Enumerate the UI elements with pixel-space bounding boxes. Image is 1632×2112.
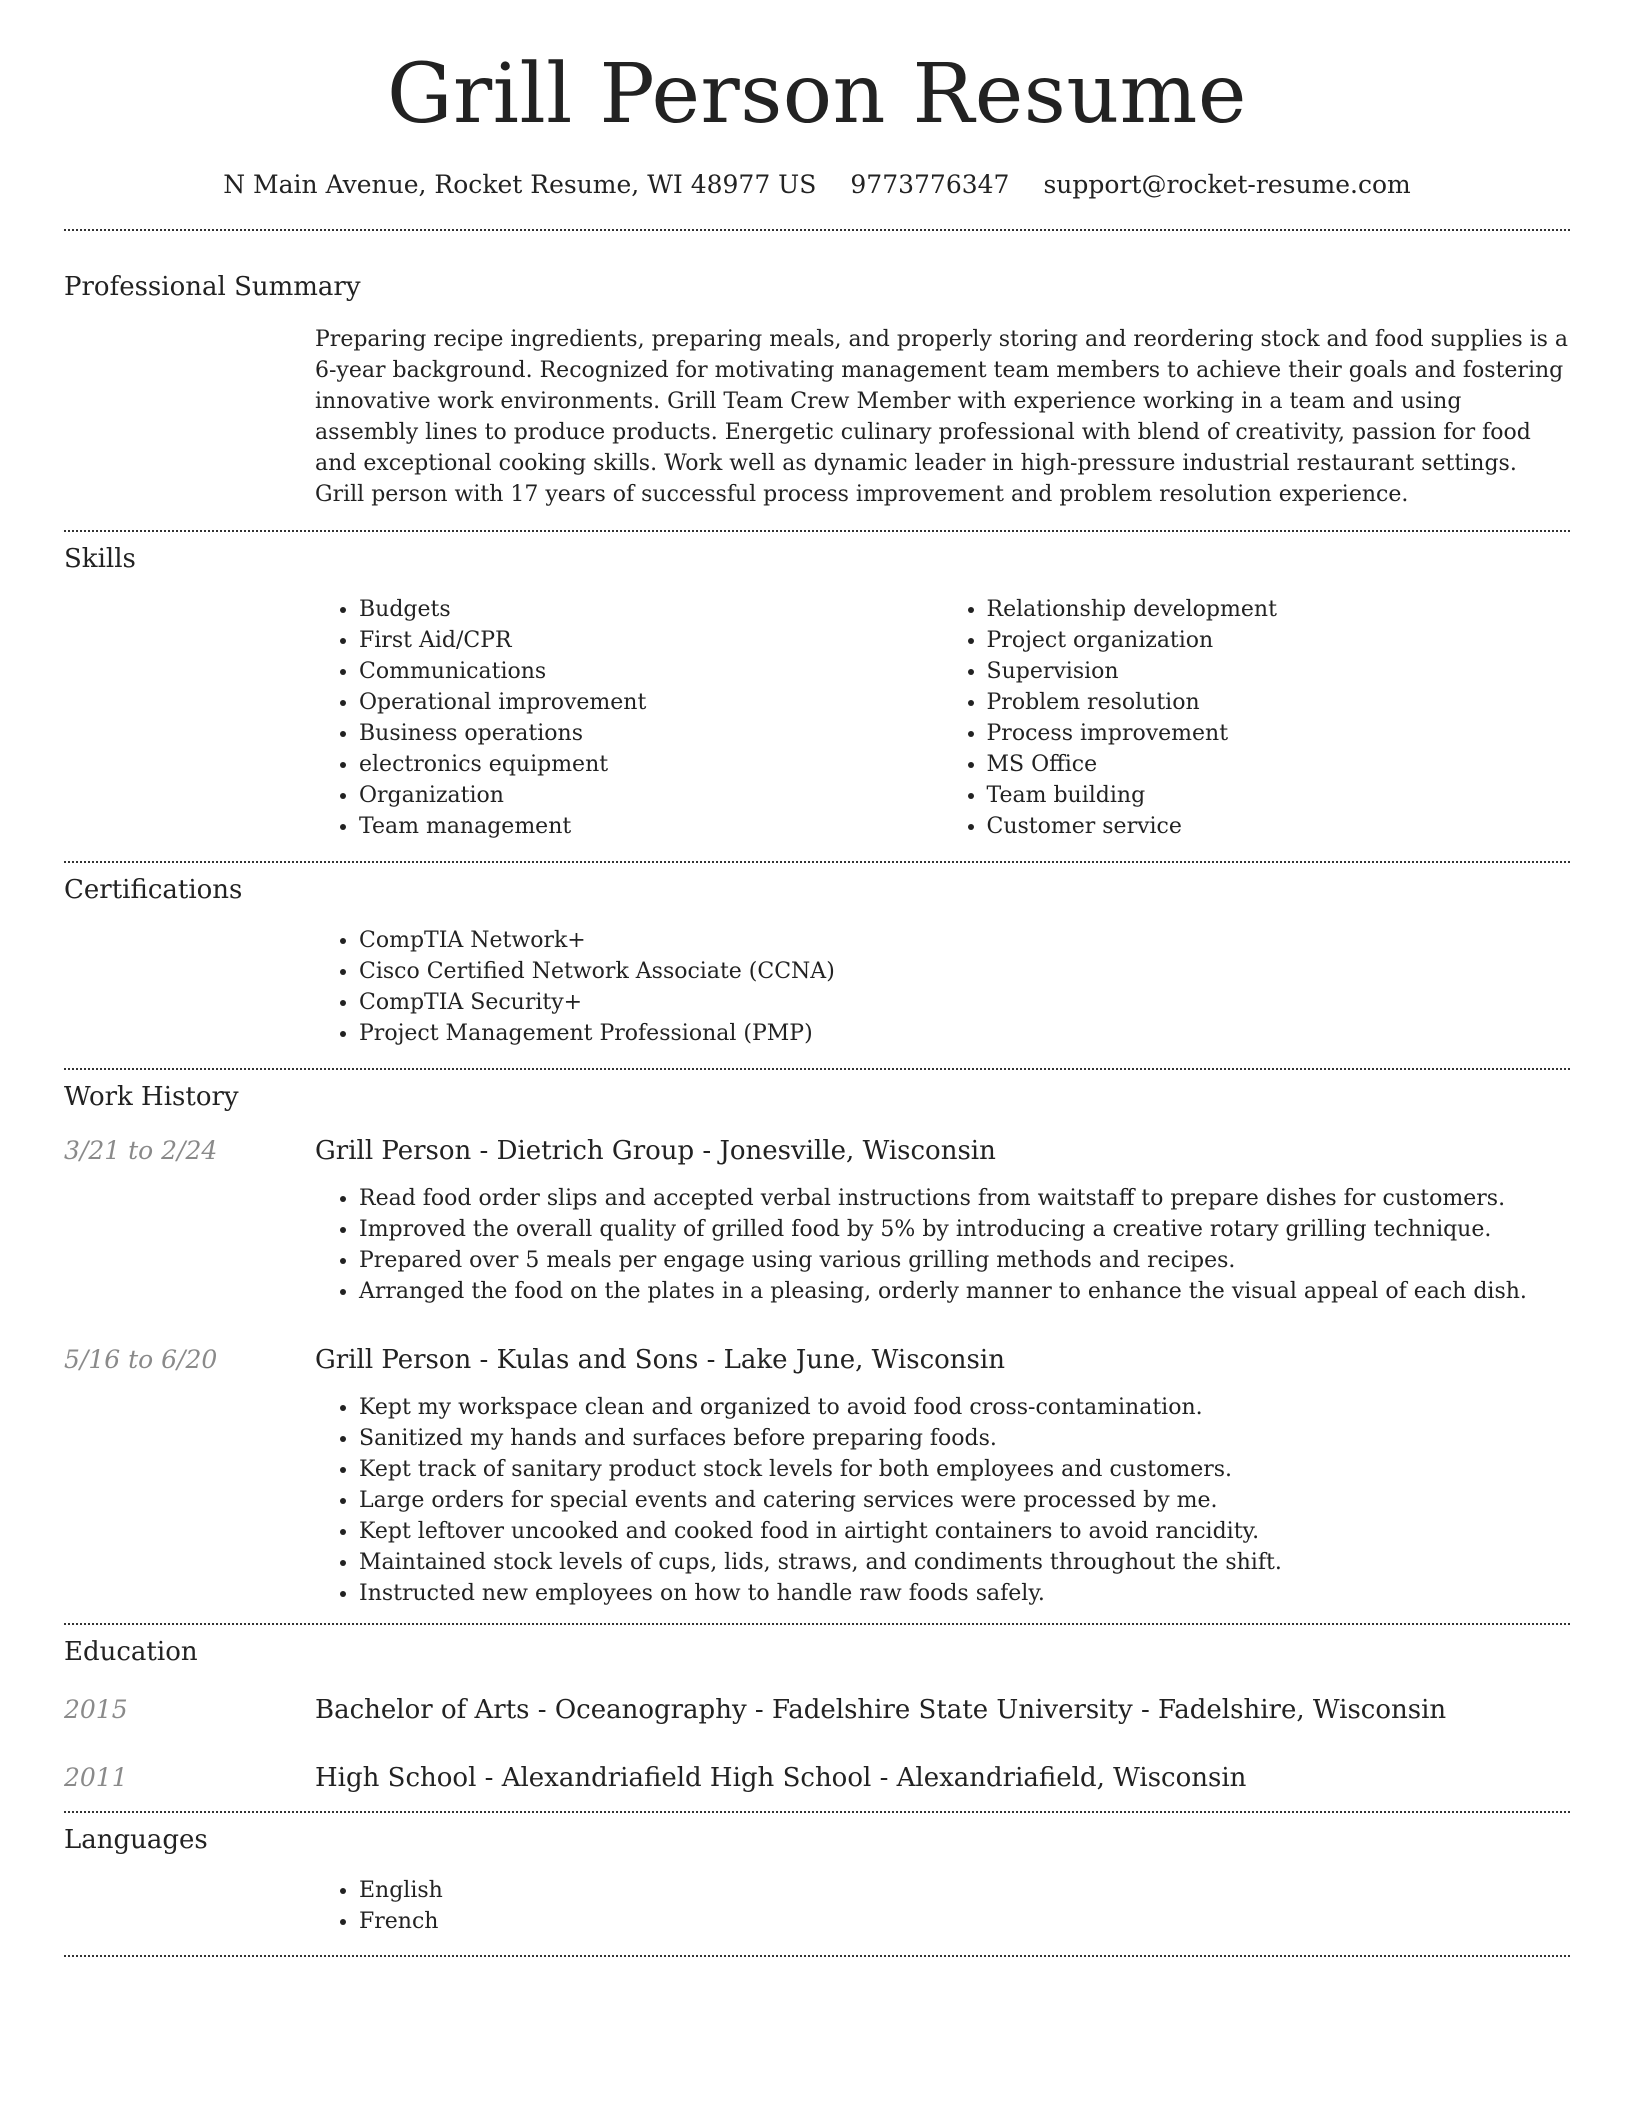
job-bullet: • Kept leftover uncooked and cooked food in airtight containers to avoid rancidity. [359, 1516, 1570, 1547]
job-details [315, 1183, 1570, 1307]
certifications-section [64, 873, 1570, 1049]
work-section [64, 1080, 1570, 1609]
skill-item: • Business operations [359, 718, 943, 749]
summary-text: Preparing recipe ingredients, preparing meals, and properly storing and reordering stock and food supplies is a 6-year background. Recognized for motivating management team members to achieve their goals and fostering innovative work environments. Grill Team Crew Member with experience working in a team and using assembly lines to produce products. Energetic culinary professional with blend of creativity, passion for food and exceptional cooking skills. Work well as dynamic leader in high-pressure industrial restaurant settings. Grill person with 17 years of successful process improvement and problem resolution experience. [315, 327, 1569, 507]
job-dates: 5/16 to 6/20 [64, 1345, 218, 1374]
job-bullet: • Kept my workspace clean and organized to avoid food cross-contamination. [359, 1392, 1570, 1423]
resume-page [64, 0, 1570, 1957]
skill-item: • Problem resolution [987, 687, 1571, 718]
summary-title: Professional Summary [64, 272, 361, 302]
language-item: • French [359, 1906, 1570, 1937]
certification-item: • CompTIA Network+ [359, 925, 1570, 956]
job-details [315, 1392, 1570, 1609]
education-entry [64, 1693, 1570, 1727]
job-bullet: • Instructed new employees on how to handle raw foods safely. [359, 1578, 1570, 1609]
skill-item: • Organization [359, 780, 943, 811]
job-bullet: • Sanitized my hands and surfaces before preparing foods. [359, 1423, 1570, 1454]
job-bullets [315, 1183, 1570, 1307]
job-entry [64, 1134, 1570, 1168]
skill-item: • Supervision [987, 656, 1571, 687]
skill-item: • MS Office [987, 749, 1571, 780]
education-entry [64, 1761, 1570, 1795]
work-title: Work History [64, 1082, 239, 1112]
job-title: Grill Person - Kulas and Sons - Lake June, Wisconsin [315, 1345, 1005, 1375]
skills-grid [315, 594, 1570, 842]
contact-address: N Main Avenue, Rocket Resume, WI 48977 US [223, 170, 817, 199]
section-divider [64, 1955, 1570, 1957]
education-year: 2015 [64, 1695, 128, 1724]
summary-section [64, 270, 1570, 510]
section-divider [64, 229, 1570, 231]
languages-title: Languages [64, 1825, 208, 1855]
skill-item: • Team management [359, 811, 943, 842]
skill-item: • Process improvement [987, 718, 1571, 749]
skill-item: • Operational improvement [359, 687, 943, 718]
section-divider [64, 861, 1570, 863]
job-bullet: • Read food order slips and accepted verbal instructions from waitstaff to prepare dishes for customers. [359, 1183, 1570, 1214]
section-divider [64, 1623, 1570, 1625]
skill-item: • First Aid/CPR [359, 625, 943, 656]
job-bullet: • Prepared over 5 meals per engage using various grilling methods and recipes. [359, 1245, 1570, 1276]
section-divider [64, 530, 1570, 532]
certifications-body [315, 925, 1570, 1049]
certifications-list [315, 925, 1570, 1049]
skill-item: • electronics equipment [359, 749, 943, 780]
contact-line [64, 168, 1570, 202]
certification-item: • CompTIA Security+ [359, 987, 1570, 1018]
language-item: • English [359, 1875, 1570, 1906]
job-bullet: • Large orders for special events and catering services were processed by me. [359, 1485, 1570, 1516]
job-bullets [315, 1392, 1570, 1609]
education-text: Bachelor of Arts - Oceanography - Fadelshire State University - Fadelshire, Wisconsin [315, 1695, 1447, 1725]
education-text: High School - Alexandriafield High School - Alexandriafield, Wisconsin [315, 1763, 1247, 1793]
section-divider [64, 1068, 1570, 1070]
skill-item: • Customer service [987, 811, 1571, 842]
skill-item: • Relationship development [987, 594, 1571, 625]
skill-item: • Team building [987, 780, 1571, 811]
skill-item: • Budgets [359, 594, 943, 625]
skill-item: • Communications [359, 656, 943, 687]
summary-body [315, 324, 1570, 510]
section-divider [64, 1811, 1570, 1813]
skill-item: • Project organization [987, 625, 1571, 656]
certification-item: • Project Management Professional (PMP) [359, 1018, 1570, 1049]
languages-list [315, 1875, 1570, 1937]
skills-title: Skills [64, 544, 136, 574]
education-section [64, 1635, 1570, 1795]
job-bullet: • Maintained stock levels of cups, lids, straws, and condiments throughout the shift. [359, 1547, 1570, 1578]
education-title: Education [64, 1637, 198, 1667]
skills-list-left [315, 594, 943, 842]
job-bullet: • Kept track of sanitary product stock levels for both employees and customers. [359, 1454, 1570, 1485]
certification-item: • Cisco Certified Network Associate (CCNA) [359, 956, 1570, 987]
languages-section [64, 1823, 1570, 1937]
contact-phone: 9773776347 [850, 170, 1010, 199]
education-year: 2011 [64, 1763, 128, 1792]
certifications-title: Certifications [64, 875, 243, 905]
job-dates: 3/21 to 2/24 [64, 1136, 218, 1165]
resume-name: Grill Person Resume [387, 47, 1247, 142]
job-entry [64, 1343, 1570, 1377]
contact-email: support@rocket-resume.com [1043, 170, 1411, 199]
skills-list-right [943, 594, 1571, 842]
job-bullet: • Improved the overall quality of grilled food by 5% by introducing a creative rotary grilling technique. [359, 1214, 1570, 1245]
job-title: Grill Person - Dietrich Group - Jonesville, Wisconsin [315, 1136, 996, 1166]
job-bullet: • Arranged the food on the plates in a pleasing, orderly manner to enhance the visual appeal of each dish. [359, 1276, 1570, 1307]
languages-body [315, 1875, 1570, 1937]
skills-section [64, 542, 1570, 842]
